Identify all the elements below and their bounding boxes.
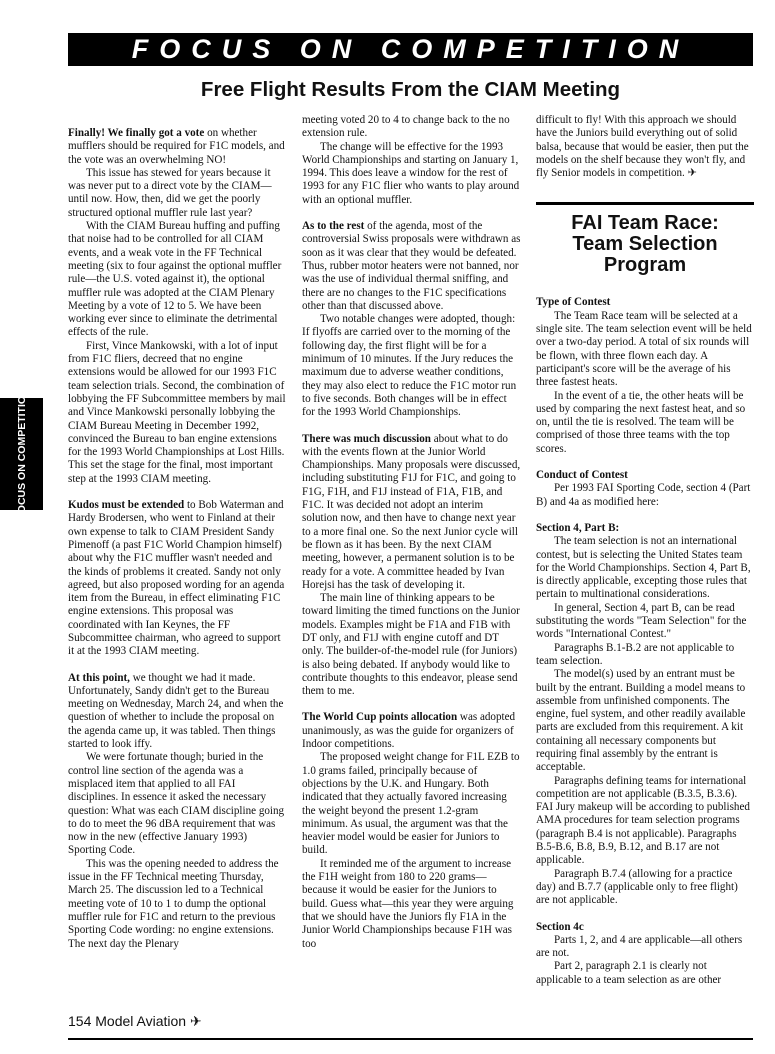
sidebar-title-line: Team Selection bbox=[572, 233, 718, 256]
column-3 bbox=[536, 114, 754, 987]
paragraph bbox=[302, 433, 521, 593]
subheading-text: Type of Contest bbox=[536, 296, 611, 309]
paragraph-text: Paragraphs defining teams for international competition are not applicable (B.3.5, B.3.6). FAI Jury makeup will be according to published AMA procedures for team selection programs (paragraph B.4 is not applicable). Paragraphs B.5-B.6, B.8, B.9, B.12, and B.17 are not applicable. bbox=[536, 774, 750, 867]
paragraph-text: The main line of thinking appears to be toward limiting the timed functions on the Junior models. Examples might be F1A and F1B with DT only, and F1J with engine cutoff and DT only. The builder-of-the-model rule (for Juniors) is also being debated. If anybody would like to contribute thoughts to this endeavor, please send them to me. bbox=[302, 592, 520, 698]
sidebar-box bbox=[536, 202, 754, 276]
paragraph-text: on whether mufflers should be required for F1C models, and the vote was an overwhelming NO! bbox=[68, 127, 285, 166]
paragraph bbox=[302, 141, 521, 207]
paragraph bbox=[302, 751, 521, 857]
paragraph bbox=[536, 602, 754, 642]
footer-rule bbox=[68, 1038, 753, 1040]
paragraph-text: The proposed weight change for F1L EZB to 1.0 grams failed, principally because of objections by the U.K. and Hungary. Both indicated that they actually favored increasing the weight beyond the present 1.2-gram minimum. As usual, the argument was that the heavier model would be easier for Juniors to build. bbox=[302, 751, 520, 857]
subheading bbox=[536, 921, 754, 934]
paragraph bbox=[302, 114, 521, 141]
sidebar-title-line: FAI Team Race: bbox=[571, 212, 719, 235]
paragraph-text: meeting voted 20 to 4 to change back to the no extension rule. bbox=[302, 114, 510, 140]
paragraph bbox=[536, 960, 754, 987]
lead-in: At this point, bbox=[68, 671, 130, 684]
paragraph bbox=[536, 934, 754, 961]
paragraph bbox=[68, 751, 287, 857]
side-tab-label: FOCUS ON COMPETITION bbox=[15, 388, 28, 520]
paragraph bbox=[68, 499, 287, 659]
paragraph bbox=[68, 167, 287, 220]
paragraph-text: With the CIAM Bureau huffing and puffing that noise had to be controlled for all CIAM events, and a weak vote in the FF Technical meeting (six to four against the optional muffler rule—the U.S. voted against it), the optional muffler rule was adopted at the CIAM Plenary Meeting by a vote of 12 to 5. We have been working ever since to eliminate the detrimental effects of the rule. bbox=[68, 220, 282, 339]
paragraph bbox=[536, 535, 754, 601]
side-tab bbox=[0, 388, 43, 520]
subheading bbox=[536, 522, 754, 535]
lead-in: There was much discussion bbox=[302, 432, 431, 445]
column-2 bbox=[302, 114, 521, 951]
paragraph-text: The Team Race team will be selected at a single site. The team selection event will be held over a two-day period. A total of six rounds will be flown, with three flown each day. A participant's score will be the average of his three fastest heats. bbox=[536, 309, 752, 389]
paragraph bbox=[68, 220, 287, 340]
paragraph bbox=[302, 711, 521, 751]
paragraph bbox=[302, 592, 521, 698]
paragraph bbox=[536, 310, 754, 390]
paragraph-text: we thought we had it made. Unfortunately, Sandy didn't get to the Bureau meeting on Wednesday, March 24, and when the question of whether to include the proposal on the agenda came up, it was tabled. Then things started to look iffy. bbox=[68, 671, 284, 751]
paragraph bbox=[68, 340, 287, 486]
subheading-text: Section 4, Part B: bbox=[536, 521, 620, 534]
paragraph-text: to Bob Waterman and Hardy Brodersen, who went to Finland at their own expense to talk to CIAM President Sandy Pimenoff (a past F1C World Champion himself) about why the F1C muffler wasn't needed and the kinds of problems it created. Sandy not only agreed, but also proposed wording for an agenda item from the Bureau, in effect eliminating F1C engine extensions. This proposal was coordinated with Ian Keynes, the FF Subcommittee chairman, who agreed to support it at the 1993 CIAM meeting. bbox=[68, 499, 285, 658]
paragraph: difficult to fly! With this approach we should have the Juniors build everything out of solid balsa, because that would be easier, then put the models on the shelf because they won't fly, and fly Senior models in competition. ✈ bbox=[536, 114, 749, 180]
lead-in: Kudos must be extended bbox=[68, 499, 185, 512]
paragraph-text: was adopted unanimously, as was the guide for organizers of Indoor competitions. bbox=[302, 711, 516, 751]
paragraph bbox=[536, 390, 754, 456]
paragraph-text: Per 1993 FAI Sporting Code, section 4 (Part B) and 4a as modified here: bbox=[536, 482, 751, 508]
subheading-text: Section 4c bbox=[536, 920, 584, 933]
paragraph bbox=[536, 775, 754, 868]
paragraph bbox=[68, 672, 287, 752]
page-footer: 154 Model Aviation ✈ bbox=[68, 1013, 202, 1029]
paragraph-text: Paragraph B.7.4 (allowing for a practice day) and B.7.7 (applicable only to free flight) are not applicable. bbox=[536, 867, 738, 907]
paragraph-text: The change will be effective for the 1993 World Championships and starting on January 1, 1994. This does leave a window for the rest of 1993 for any F1C flier who wants to play around with an optional muffler. bbox=[302, 140, 520, 206]
lead-in: Finally! We finally got a vote bbox=[68, 127, 205, 139]
paragraph bbox=[536, 482, 754, 509]
subheading bbox=[536, 469, 754, 482]
paragraph-text: Two notable changes were adopted, though: If flyoffs are carried over to the morning of the following day, the first flight will be for a minimum of 10 minutes. If the Jury reduces the maximum due to adverse weather conditions, they may also elect to reduce the F1C motor run to five seconds. Both changes will be in effect for the 1993 World Championships. bbox=[302, 313, 517, 419]
paragraph-text: We were fortunate though; buried in the control line section of the agenda was a misplaced item that applied to all FAI disciplines. In essence it asked the necessary question: What was each CIAM discipline going to do to meet the 96 dBA requirement that was now in the new (effective January 1993) Sporting Code. bbox=[68, 751, 285, 857]
sidebar-body bbox=[536, 296, 754, 987]
sidebar-title-line: Program bbox=[603, 254, 687, 277]
paragraph-text: The model(s) used by an entrant must be built by the entrant. Building a model means to assemble from unfinished components. The engine, fuel system, and other readily available parts are excluded from this requirement. A kit containing all necessary components but requiring final assembly by the entrant is acceptable. bbox=[536, 668, 746, 774]
paragraph bbox=[68, 858, 287, 951]
paragraph bbox=[68, 127, 287, 167]
subheading bbox=[536, 296, 754, 309]
paragraph-text: This issue has stewed for years because it was never put to a direct vote by the CIAM—until now. How, then, did we get the poorly structured optional muffler rule last year? bbox=[68, 166, 272, 219]
paragraph-text: In general, Section 4, part B, can be read substituting the words "Team Selection" for the words "International Contest." bbox=[536, 601, 747, 641]
paragraph-text: of the agenda, most of the controversial Swiss proposals were withdrawn as soon as it was clear that they would be defeated. Thus, rubber motor heaters were not banned, nor was the use of individual thermal sniffing, and there are no changes to the F1C specifications other than that discussed above. bbox=[302, 220, 521, 312]
paragraph-text: This was the opening needed to address the issue in the FF Technical meeting Thursday, March 25. The discussion led to a Technical meeting vote of 10 to 1 to dump the optional muffler rule for F1C and return to the previous Sporting Code wording: no engine extensions. The next day the Plenary bbox=[68, 857, 279, 950]
paragraph-text: Parts 1, 2, and 4 are applicable—all others are not. bbox=[536, 933, 743, 960]
subheading-text: Conduct of Contest bbox=[536, 469, 628, 482]
sidebar-title bbox=[536, 213, 754, 276]
section-banner: FOCUS ON COMPETITION bbox=[68, 33, 753, 66]
article-headline: Free Flight Results From the CIAM Meeting bbox=[200, 78, 621, 101]
paragraph-text: Part 2, paragraph 2.1 is clearly not applicable to a team selection as are other bbox=[536, 960, 722, 986]
paragraph bbox=[536, 868, 754, 908]
paragraph bbox=[536, 642, 754, 669]
paragraph-text: The team selection is not an international contest, but is selecting the United States team for the World Championships. Section 4, Part B, is directly applicable, excepting those rules that pertain to multinational considerations. bbox=[536, 535, 751, 601]
paragraph-text: Paragraphs B.1-B.2 are not applicable to team selection. bbox=[536, 641, 735, 667]
paragraph bbox=[302, 858, 521, 951]
column-1 bbox=[68, 114, 287, 951]
paragraph bbox=[536, 668, 754, 774]
lead-in: The World Cup points allocation bbox=[302, 711, 458, 724]
paragraph-text: It reminded me of the argument to increase the F1H weight from 180 to 220 grams—because it would be easier for the Juniors to build. Guess what—this year they were arguing that we should have the Juniors fly F1A in the Junior World Championships because F1H was too bbox=[302, 857, 514, 950]
paragraph-text: In the event of a tie, the other heats will be used by comparing the next fastest heat, and so on, until the tie is resolved. The team will be comprised of those three teams with the top scores. bbox=[536, 389, 746, 455]
paragraph-text: about what to do with the events flown at the Junior World Championships. Many proposals were discussed, including substituting F1J for F1C, and going to F1G, F1H, and F1J instead of F1A, F1B, and F1C. It was decided not adopt an interim solution now, and then have to change next year to a more final one. So the next Junior cycle will be flown as it has been. By the next CIAM meeting, however, a permanent solution is to be ready for a vote. A committee headed by Ivan Horejsi has the task of developing it. bbox=[302, 432, 521, 591]
paragraph bbox=[302, 220, 521, 313]
paragraph bbox=[302, 313, 521, 419]
lead-in: As to the rest bbox=[302, 220, 365, 233]
paragraph-text: First, Vince Mankowski, with a lot of input from F1C fliers, decreed that no engine extensions would be allowed for our 1993 F1C team selection trials. Second, the combination of lobbying the FF Subcommittee members by mail and Vince Mankowski personally lobbying the CIAM Bureau Meeting in December 1992, convinced the Bureau to ban engine extensions for the 1993 World Championships at Lost Hills. This set the stage for the final, most important step at the 1993 CIAM meeting. bbox=[68, 339, 286, 485]
